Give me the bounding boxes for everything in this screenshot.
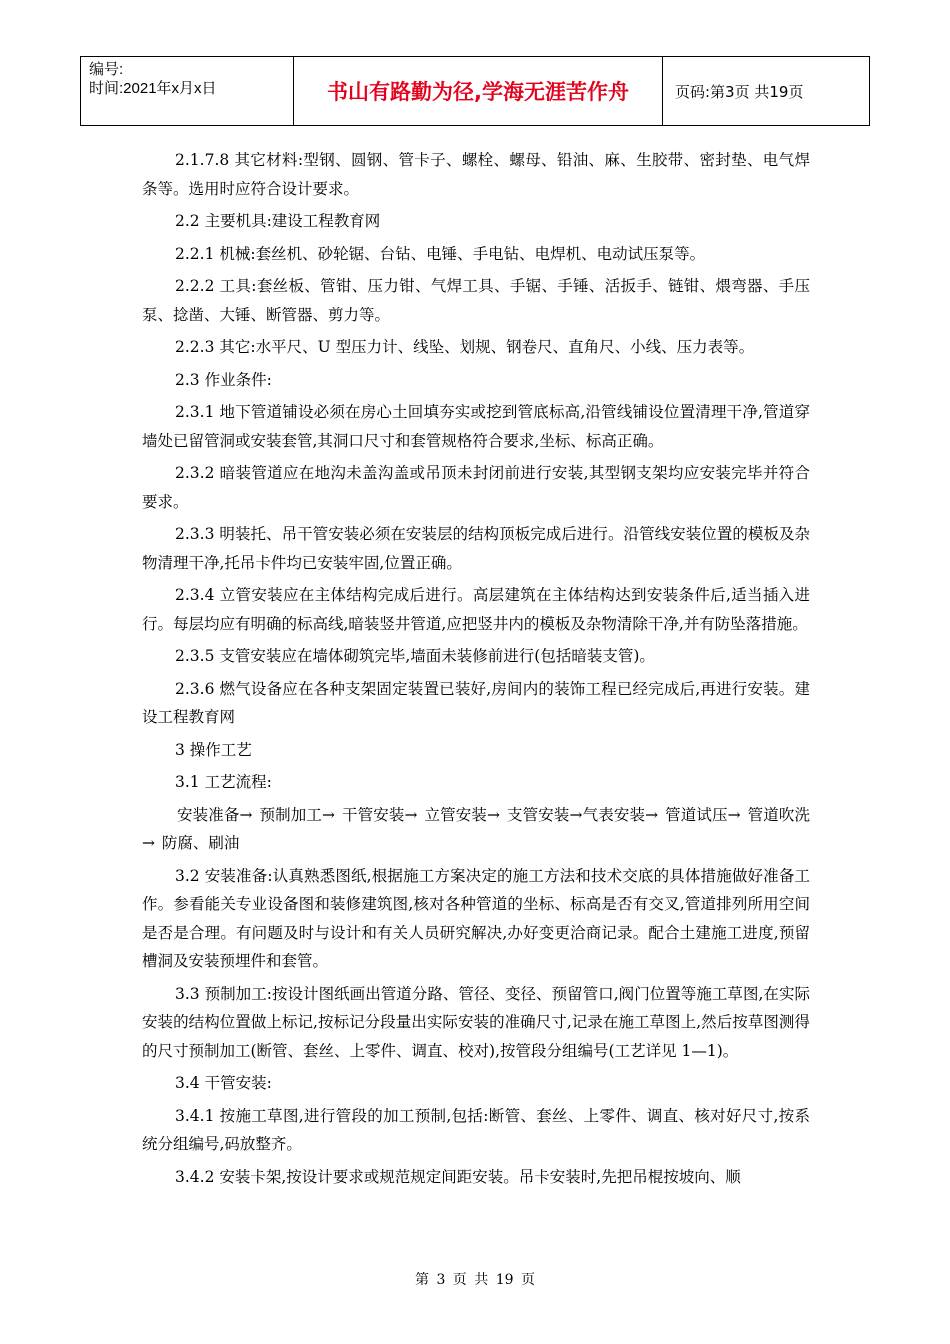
- paragraph-2-3-6: 2.3.6 燃气设备应在各种支架固定装置已装好,房间内的装饰工程已经完成后,再进行安装。建设工程教育网: [142, 679, 810, 726]
- paragraph-3-4-2: 3.4.2 安装卡架,按设计要求或规范规定间距安装。吊卡安装时,先把吊棍按坡向、顺: [175, 1167, 741, 1186]
- paragraph-2-3-4: 2.3.4 立管安装应在主体结构完成后进行。高层建筑在主体结构达到安装条件后,适当插入进行。每层均应有明确的标高线,暗装竖井管道,应把竖井内的模板及杂物清除干净,并有防坠落措施。: [142, 586, 810, 633]
- heading-3: 3 操作工艺: [175, 740, 252, 759]
- header-motto: 书山有路勤为径,学海无涯苦作舟: [294, 57, 663, 126]
- paragraph-2-3-2: 2.3.2 暗装管道应在地沟未盖沟盖或吊顶未封闭前进行安装,其型钢支架均应安装完毕并符合要求。: [142, 464, 810, 511]
- document-number-label: 编号:: [89, 61, 124, 78]
- paragraph-2-3-1: 2.3.1 地下管道铺设必须在房心土回填夯实或挖到管底标高,沿管线铺设位置清理干净,管道穿墙处已留管洞或安装套管,其洞口尺寸和套管规格符合要求,坐标、标高正确。: [142, 403, 810, 450]
- paragraph-3-4-1: 3.4.1 按施工草图,进行管段的加工预制,包括:断管、套丝、上零件、调直、核对好尺寸,按系统分组编号,码放整齐。: [142, 1106, 810, 1153]
- paragraph-2-2-1: 2.2.1 机械:套丝机、砂轮锯、台钻、电锤、手电钻、电焊机、电动试压泵等。: [175, 244, 706, 263]
- document-time-label: 时间:2021年x月x日: [89, 80, 217, 97]
- process-flow: 安装准备→ 预制加工→ 干管安装→ 立管安装→ 支管安装→气表安装→ 管道试压→ 管道吹洗→ 防腐、刷油: [142, 805, 810, 852]
- paragraph-2-2-3: 2.2.3 其它:水平尺、U 型压力计、线坠、划规、钢卷尺、直角尺、小线、压力表等。: [175, 338, 755, 356]
- paragraph-3-3: 3.3 预制加工:按设计图纸画出管道分路、管径、变径、预留管口,阀门位置等施工草图,在实际安装的结构位置做上标记,按标记分段量出实际安装的准确尺寸,记录在施工草图上,然后按草图测得的尺寸预制加工(断管、套丝、上零件、调直、校对),按管段分组编号(工艺详见 1—1)。: [142, 984, 810, 1060]
- heading-2-3: 2.3 作业条件:: [175, 370, 272, 389]
- paragraph-2-1-7-8: 2.1.7.8 其它材料:型钢、圆钢、管卡子、螺栓、螺母、铅油、麻、生胶带、密封垫、电气焊条等。选用时应符合设计要求。: [142, 151, 810, 198]
- heading-3-1: 3.1 工艺流程:: [175, 773, 272, 791]
- heading-3-4: 3.4 干管安装:: [175, 1074, 272, 1092]
- document-header: [80, 56, 870, 126]
- page-footer: 第 3 页 共 19 页: [415, 1272, 535, 1288]
- document-body: [142, 146, 810, 1195]
- paragraph-2-3-5: 2.3.5 支管安装应在墙体砌筑完毕,墙面未装修前进行(包括暗装支管)。: [175, 647, 655, 665]
- paragraph-3-2: 3.2 安装准备:认真熟悉图纸,根据施工方案决定的施工方法和技术交底的具体措施做好准备工作。参看能关专业设备图和装修建筑图,核对各种管道的坐标、标高是否有交叉,管道排列所用空间是否是合理。有问题及时与设计和有关人员研究解决,办好变更洽商记录。配合土建施工进度,预留槽洞及安装预埋件和套管。: [142, 866, 810, 970]
- heading-2-2: 2.2 主要机具:建设工程教育网: [175, 212, 381, 230]
- paragraph-2-2-2: 2.2.2 工具:套丝板、管钳、压力钳、气焊工具、手锯、手锤、活扳手、链钳、煨弯器、手压泵、捻凿、大锤、断管器、剪力等。: [142, 277, 810, 324]
- header-page-label: 页码:第3页 共19页: [663, 57, 870, 126]
- paragraph-2-3-3: 2.3.3 明装托、吊干管安装必须在安装层的结构顶板完成后进行。沿管线安装位置的模板及杂物清理干净,托吊卡件均已安装牢固,位置正确。: [142, 525, 810, 572]
- header-meta-cell: [81, 57, 294, 126]
